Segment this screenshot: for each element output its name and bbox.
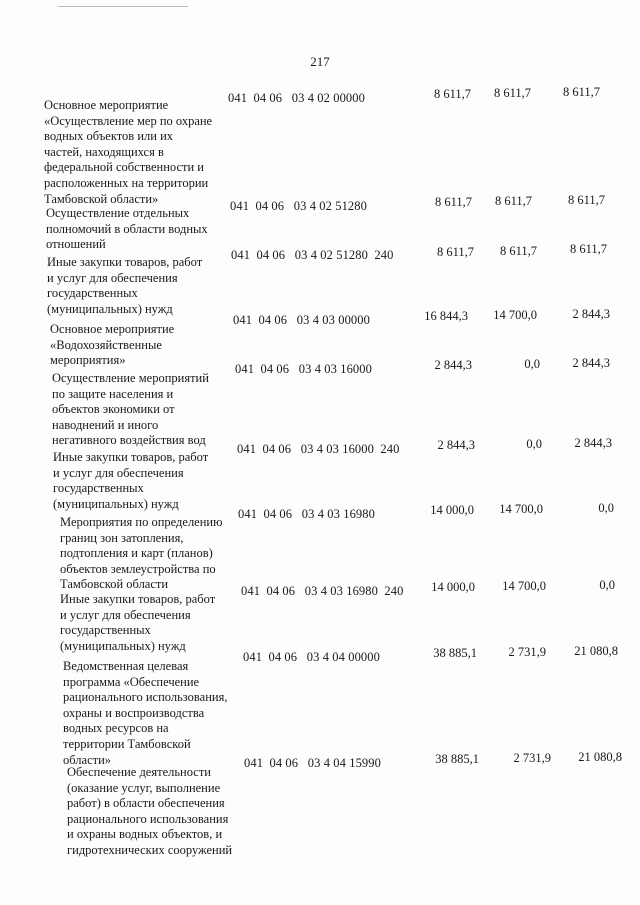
row-name: Основное мероприятие «Осуществление мер по охране водных объектов или их частей, находящихся в федеральной собственности и расположенных на территории Тамбовской области» — [44, 98, 213, 206]
row-value-1: 38 885,1 — [433, 646, 477, 660]
row-name: Иные закупки товаров, работ и услуг для обеспечения государственных (муниципальных) нужд — [47, 255, 203, 316]
row-value-1: 2 844,3 — [434, 358, 472, 372]
row-value-2: 0,0 — [526, 437, 542, 451]
row-value-2: 2 731,9 — [508, 645, 546, 659]
row-code: 041 04 06 03 4 03 16980 240 — [241, 584, 404, 598]
row-code: 041 04 06 03 4 03 16000 — [235, 362, 372, 376]
row-code: 041 04 06 03 4 04 00000 — [243, 650, 380, 664]
row-value-2: 14 700,0 — [502, 579, 546, 593]
row-value-2: 14 700,0 — [493, 308, 537, 322]
row-name: Обеспечение деятельности (оказание услуг, выполнение работ) в области обеспечения рационального использования и охраны водных объектов, и гидротехнических сооружений — [67, 765, 233, 857]
row-name: Осуществление отдельных полномочий в области водных отношений — [46, 206, 208, 252]
row-value-1: 38 885,1 — [435, 752, 479, 766]
scan-artifact-line — [58, 6, 188, 7]
row-value-3: 2 844,3 — [574, 436, 612, 450]
row-value-2: 8 611,7 — [493, 86, 531, 100]
row-value-2: 8 611,7 — [494, 194, 532, 208]
row-value-1: 14 000,0 — [431, 580, 475, 594]
row-name: Иные закупки товаров, работ и услуг для обеспечения государственных (муниципальных) нужд — [53, 450, 209, 511]
row-code: 041 04 06 03 4 02 51280 240 — [231, 248, 394, 262]
row-value-1: 2 844,3 — [437, 438, 475, 452]
row-value-3: 2 844,3 — [572, 307, 610, 321]
row-value-1: 14 000,0 — [430, 503, 474, 517]
row-code: 041 04 06 03 4 02 51280 — [230, 199, 367, 213]
row-name: Ведомственная целевая программа «Обеспечение рационального использования, охраны и воспроизводства водных ресурсов на территории Тамбовской области» — [63, 659, 228, 767]
row-value-1: 8 611,7 — [436, 245, 474, 259]
row-value-3: 8 611,7 — [569, 242, 607, 256]
row-value-1: 8 611,7 — [434, 195, 472, 209]
row-value-3: 0,0 — [599, 578, 615, 592]
row-code: 041 04 06 03 4 03 16980 — [238, 507, 375, 521]
row-value-3: 21 080,8 — [574, 644, 618, 658]
row-name: Основное мероприятие «Водохозяйственные мероприятия» — [50, 322, 175, 368]
row-value-2: 14 700,0 — [499, 502, 543, 516]
row-code: 041 04 06 03 4 04 15990 — [244, 756, 381, 770]
row-value-1: 16 844,3 — [424, 309, 468, 323]
row-value-3: 21 080,8 — [578, 750, 622, 764]
row-value-2: 0,0 — [524, 357, 540, 371]
row-name: Мероприятия по определению границ зон затопления, подтопления и карт (планов) объектов землеустройства по Тамбовской области — [60, 515, 223, 592]
row-name: Иные закупки товаров, работ и услуг для обеспечения государственных (муниципальных) нужд — [60, 592, 216, 653]
row-value-3: 0,0 — [598, 501, 614, 515]
page-number: 217 — [310, 54, 330, 69]
row-code: 041 04 06 03 4 03 00000 — [233, 313, 370, 327]
row-value-3: 2 844,3 — [572, 356, 610, 370]
row-name: Осуществление мероприятий по защите населения и объектов экономики от наводнений и иного негативного воздействия вод — [52, 371, 209, 448]
row-value-2: 8 611,7 — [499, 244, 537, 258]
row-value-3: 8 611,7 — [567, 193, 605, 207]
row-value-2: 2 731,9 — [513, 751, 551, 765]
row-value-3: 8 611,7 — [562, 85, 600, 99]
row-code: 041 04 06 03 4 02 00000 — [228, 91, 365, 105]
row-code: 041 04 06 03 4 03 16000 240 — [237, 442, 400, 456]
row-value-1: 8 611,7 — [433, 87, 471, 101]
